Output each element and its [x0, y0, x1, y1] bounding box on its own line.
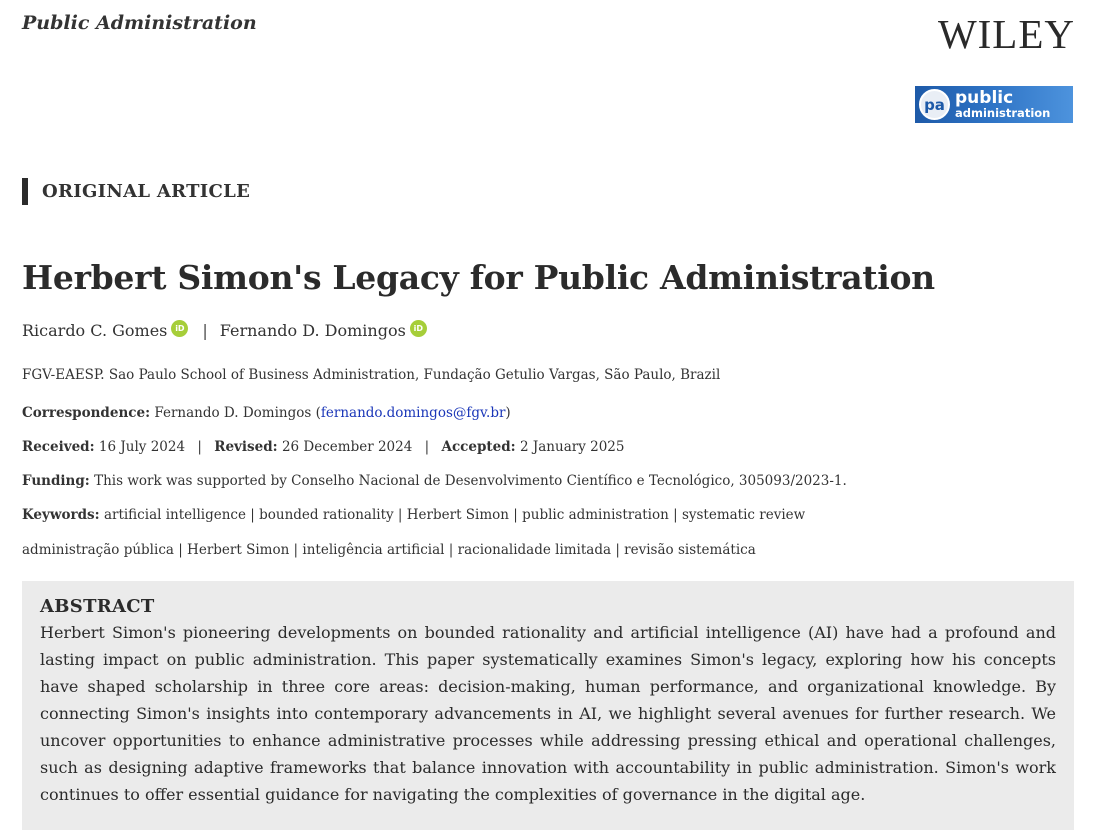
correspondence-email-link[interactable]: fernando.domingos@fgv.br [320, 405, 506, 421]
journal-logo-text [955, 87, 1051, 120]
journal-logo-icon: pa [919, 89, 950, 120]
orcid-icon[interactable]: iD [171, 320, 188, 337]
author-name[interactable]: Fernando D. Domingos [219, 321, 406, 340]
funding [22, 473, 847, 489]
revised-label: Revised: [214, 439, 278, 455]
publisher-logo: WILEY [937, 11, 1075, 57]
affiliation: FGV-EAESP. Sao Paulo School of Business Administration, Fundação Getulio Vargas, São Paulo, Brazil [22, 367, 721, 383]
author-name[interactable]: Ricardo C. Gomes [22, 321, 168, 340]
abstract-box [22, 581, 1074, 830]
received-date: 16 July 2024 [98, 439, 186, 455]
correspondence: Correspondence: Fernando D. Domingos (fernando.domingos@fgv.br) [22, 405, 511, 421]
abstract-heading: ABSTRACT [40, 596, 155, 617]
funding-label: Funding: [22, 473, 90, 489]
received-label: Received: [22, 439, 95, 455]
correspondence-name: Fernando D. Domingos [154, 405, 312, 421]
keywords-label: Keywords: [22, 507, 100, 523]
correspondence-label: Correspondence: [22, 405, 151, 421]
orcid-icon[interactable]: iD [410, 320, 427, 337]
keywords-english: artificial intelligence | bounded rationality | Herbert Simon | public administration | systematic review [103, 507, 806, 523]
date-separator: | [197, 439, 202, 455]
funding-text: This work was supported by Conselho Nacional de Desenvolvimento Científico e Tecnológico, 305093/2023-1. [94, 473, 847, 489]
journal-logo [915, 86, 1073, 123]
author-list [22, 321, 427, 340]
article-type-bar [22, 178, 28, 205]
article-type [22, 178, 250, 205]
article-title: Herbert Simon's Legacy for Public Administration [22, 258, 935, 297]
article-dates [22, 439, 624, 455]
date-separator: | [424, 439, 430, 455]
accepted-date: 2 January 2025 [519, 439, 625, 455]
keywords-portuguese: administração pública | Herbert Simon | inteligência artificial | racionalidade limitada | revisão sistemática [22, 542, 756, 558]
journal-name: Public Administration [22, 12, 257, 34]
article-type-label: ORIGINAL ARTICLE [42, 181, 251, 202]
accepted-label: Accepted: [441, 439, 516, 455]
journal-logo-line1: public [955, 87, 1014, 108]
journal-logo-line2: administration [955, 105, 1051, 120]
revised-date: 26 December 2024 [281, 439, 413, 455]
keywords [22, 507, 805, 523]
author-separator: | [202, 321, 208, 340]
abstract-text: Herbert Simon's pioneering developments on bounded rationality and artificial intelligence (AI) have had a profound and lasting impact on public administration. This paper systematically examines Simon's legacy, exploring how his concepts have shaped scholarship in three core areas: decision-making, human performance, and organizational knowledge. By connecting Simon's insights into contemporary advancements in AI, we highlight several avenues for further research. We uncover opportunities to enhance administrative processes while addressing pressing ethical and operational challenges, such as designing adaptive frameworks that balance innovation with accountability in public administration. Simon's work continues to offer essential guidance for navigating the complexities of governance in the digital age. [40, 623, 1056, 804]
